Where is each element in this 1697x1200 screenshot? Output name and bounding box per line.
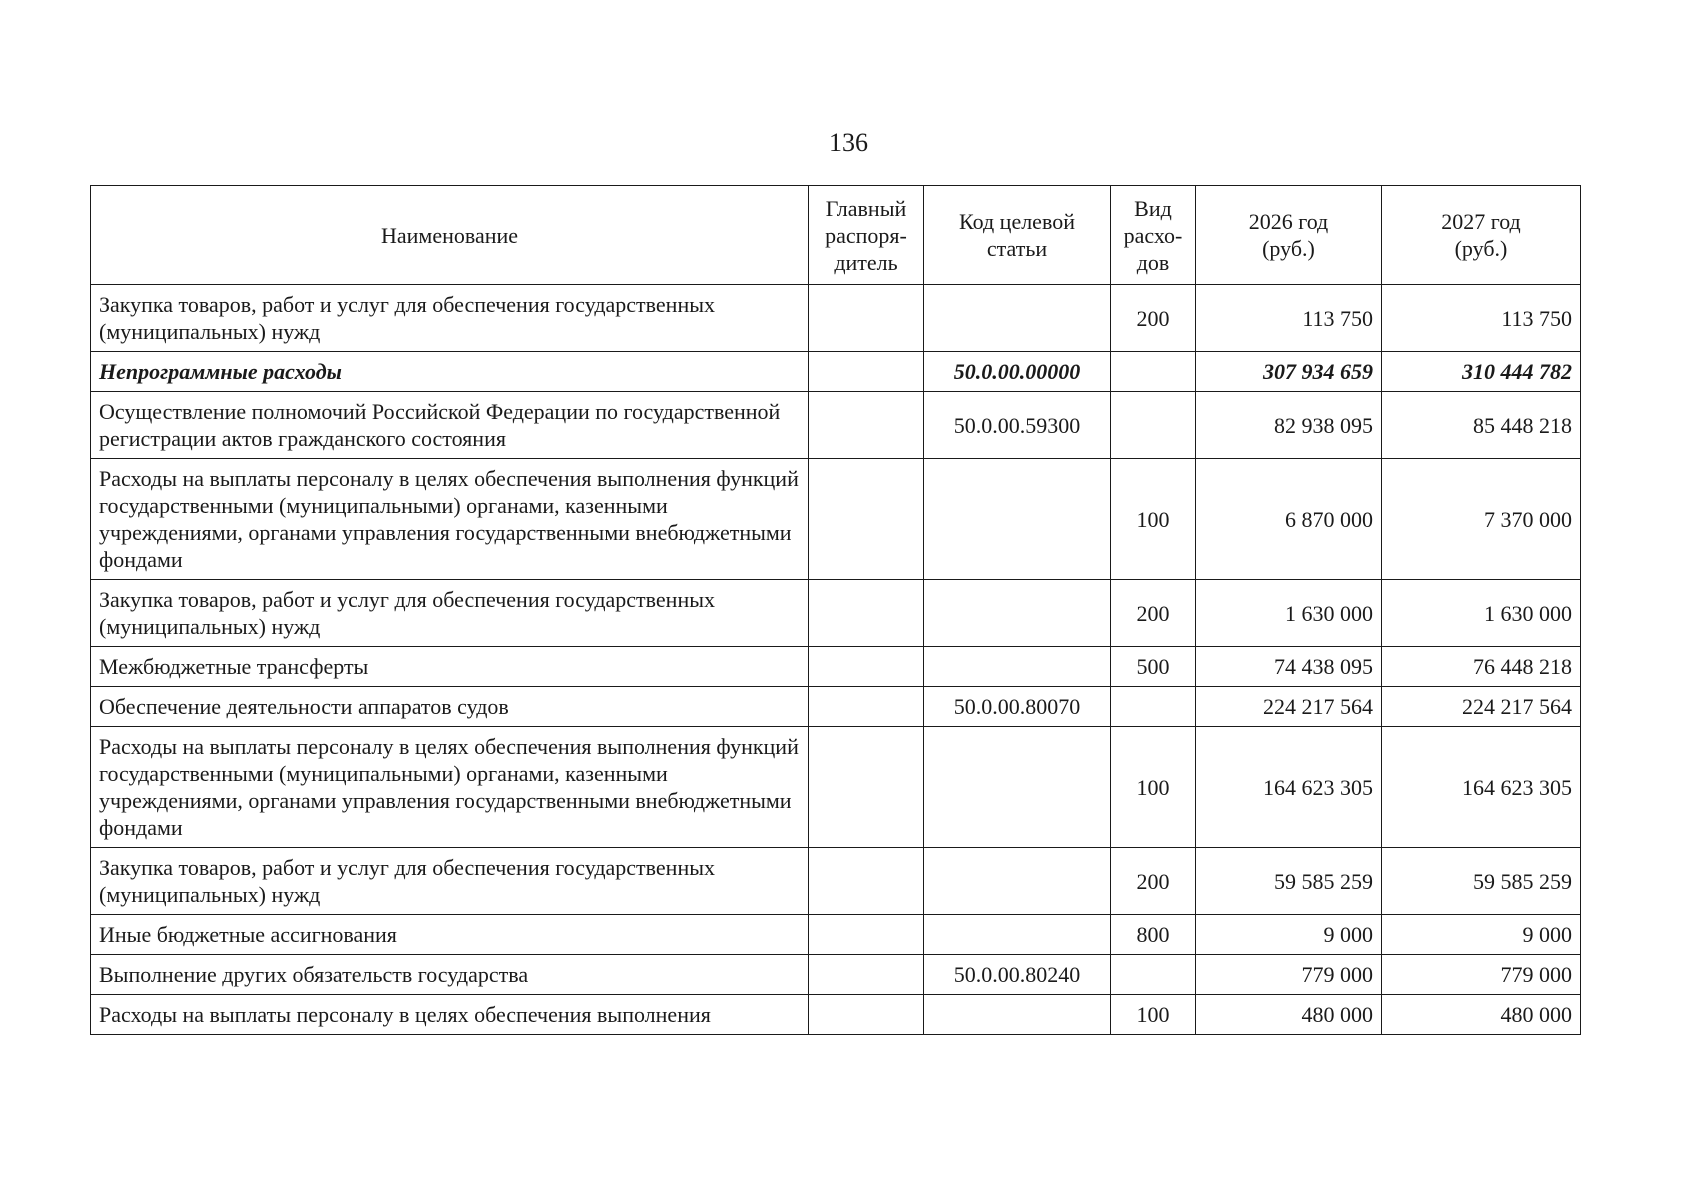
row-2026: 82 938 095 bbox=[1196, 392, 1382, 459]
row-code: 50.0.00.59300 bbox=[924, 392, 1111, 459]
row-code: 50.0.00.00000 bbox=[924, 352, 1111, 392]
row-admin bbox=[809, 647, 924, 687]
row-admin bbox=[809, 995, 924, 1035]
row-name: Осуществление полномочий Российской Федерации по государственной регистрации актов гражданского состояния bbox=[91, 392, 809, 459]
row-2027: 164 623 305 bbox=[1382, 727, 1581, 848]
row-2026: 307 934 659 bbox=[1196, 352, 1382, 392]
row-2027: 779 000 bbox=[1382, 955, 1581, 995]
row-code bbox=[924, 727, 1111, 848]
header-type: Вид расхо- дов bbox=[1111, 186, 1196, 285]
row-2026: 779 000 bbox=[1196, 955, 1382, 995]
table-row bbox=[91, 580, 1581, 647]
row-2027: 9 000 bbox=[1382, 915, 1581, 955]
row-admin bbox=[809, 392, 924, 459]
row-type: 100 bbox=[1111, 995, 1196, 1035]
row-type: 500 bbox=[1111, 647, 1196, 687]
row-2026: 480 000 bbox=[1196, 995, 1382, 1035]
row-admin bbox=[809, 352, 924, 392]
row-2026: 59 585 259 bbox=[1196, 848, 1382, 915]
header-2027: 2027 год (руб.) bbox=[1382, 186, 1581, 285]
row-type: 100 bbox=[1111, 459, 1196, 580]
row-admin bbox=[809, 915, 924, 955]
row-code bbox=[924, 848, 1111, 915]
row-2026: 224 217 564 bbox=[1196, 687, 1382, 727]
row-name: Расходы на выплаты персоналу в целях обеспечения выполнения функций государственными (муниципальными) органами, казенными учреждениями, органами управления государственными внебюджетными фондами bbox=[91, 459, 809, 580]
header-row bbox=[91, 186, 1581, 285]
table-row bbox=[91, 848, 1581, 915]
row-code bbox=[924, 459, 1111, 580]
row-name: Закупка товаров, работ и услуг для обеспечения государственных (муниципальных) нужд bbox=[91, 848, 809, 915]
row-2026: 74 438 095 bbox=[1196, 647, 1382, 687]
row-admin bbox=[809, 687, 924, 727]
table-row bbox=[91, 352, 1581, 392]
page-number: 136 bbox=[829, 128, 868, 157]
row-2027: 480 000 bbox=[1382, 995, 1581, 1035]
row-2026: 6 870 000 bbox=[1196, 459, 1382, 580]
row-2027: 1 630 000 bbox=[1382, 580, 1581, 647]
row-admin bbox=[809, 955, 924, 995]
table-row bbox=[91, 687, 1581, 727]
row-type bbox=[1111, 687, 1196, 727]
row-name: Расходы на выплаты персоналу в целях обеспечения выполнения bbox=[91, 995, 809, 1035]
row-2027: 7 370 000 bbox=[1382, 459, 1581, 580]
row-name: Непрограммные расходы bbox=[91, 352, 809, 392]
row-2027: 310 444 782 bbox=[1382, 352, 1581, 392]
row-type bbox=[1111, 352, 1196, 392]
table-row bbox=[91, 392, 1581, 459]
row-name: Обеспечение деятельности аппаратов судов bbox=[91, 687, 809, 727]
row-admin bbox=[809, 285, 924, 352]
row-2026: 9 000 bbox=[1196, 915, 1382, 955]
table-row bbox=[91, 955, 1581, 995]
row-2027: 59 585 259 bbox=[1382, 848, 1581, 915]
row-2026: 164 623 305 bbox=[1196, 727, 1382, 848]
row-code bbox=[924, 915, 1111, 955]
row-name: Выполнение других обязательств государства bbox=[91, 955, 809, 995]
row-2027: 85 448 218 bbox=[1382, 392, 1581, 459]
row-admin bbox=[809, 459, 924, 580]
row-2027: 224 217 564 bbox=[1382, 687, 1581, 727]
table-row bbox=[91, 915, 1581, 955]
row-code: 50.0.00.80240 bbox=[924, 955, 1111, 995]
row-type: 200 bbox=[1111, 580, 1196, 647]
header-name: Наименование bbox=[91, 186, 809, 285]
row-type bbox=[1111, 392, 1196, 459]
header-code: Код целевой статьи bbox=[924, 186, 1111, 285]
table-row bbox=[91, 459, 1581, 580]
header-2026: 2026 год (руб.) bbox=[1196, 186, 1382, 285]
budget-table bbox=[90, 185, 1581, 1035]
table-row bbox=[91, 285, 1581, 352]
row-2027: 76 448 218 bbox=[1382, 647, 1581, 687]
row-admin bbox=[809, 580, 924, 647]
row-admin bbox=[809, 727, 924, 848]
row-name: Закупка товаров, работ и услуг для обеспечения государственных (муниципальных) нужд bbox=[91, 580, 809, 647]
row-admin bbox=[809, 848, 924, 915]
row-name: Расходы на выплаты персоналу в целях обеспечения выполнения функций государственными (муниципальными) органами, казенными учреждениями, органами управления государственными внебюджетными фондами bbox=[91, 727, 809, 848]
row-code bbox=[924, 580, 1111, 647]
header-admin: Главный распоря- дитель bbox=[809, 186, 924, 285]
row-code bbox=[924, 995, 1111, 1035]
row-2027: 113 750 bbox=[1382, 285, 1581, 352]
table-row bbox=[91, 647, 1581, 687]
table-row bbox=[91, 995, 1581, 1035]
row-2026: 113 750 bbox=[1196, 285, 1382, 352]
row-code bbox=[924, 285, 1111, 352]
row-type bbox=[1111, 955, 1196, 995]
table-row bbox=[91, 727, 1581, 848]
row-code bbox=[924, 647, 1111, 687]
row-type: 200 bbox=[1111, 285, 1196, 352]
row-name: Закупка товаров, работ и услуг для обеспечения государственных (муниципальных) нужд bbox=[91, 285, 809, 352]
row-type: 800 bbox=[1111, 915, 1196, 955]
row-2026: 1 630 000 bbox=[1196, 580, 1382, 647]
row-name: Иные бюджетные ассигнования bbox=[91, 915, 809, 955]
row-code: 50.0.00.80070 bbox=[924, 687, 1111, 727]
row-type: 100 bbox=[1111, 727, 1196, 848]
row-name: Межбюджетные трансферты bbox=[91, 647, 809, 687]
row-type: 200 bbox=[1111, 848, 1196, 915]
